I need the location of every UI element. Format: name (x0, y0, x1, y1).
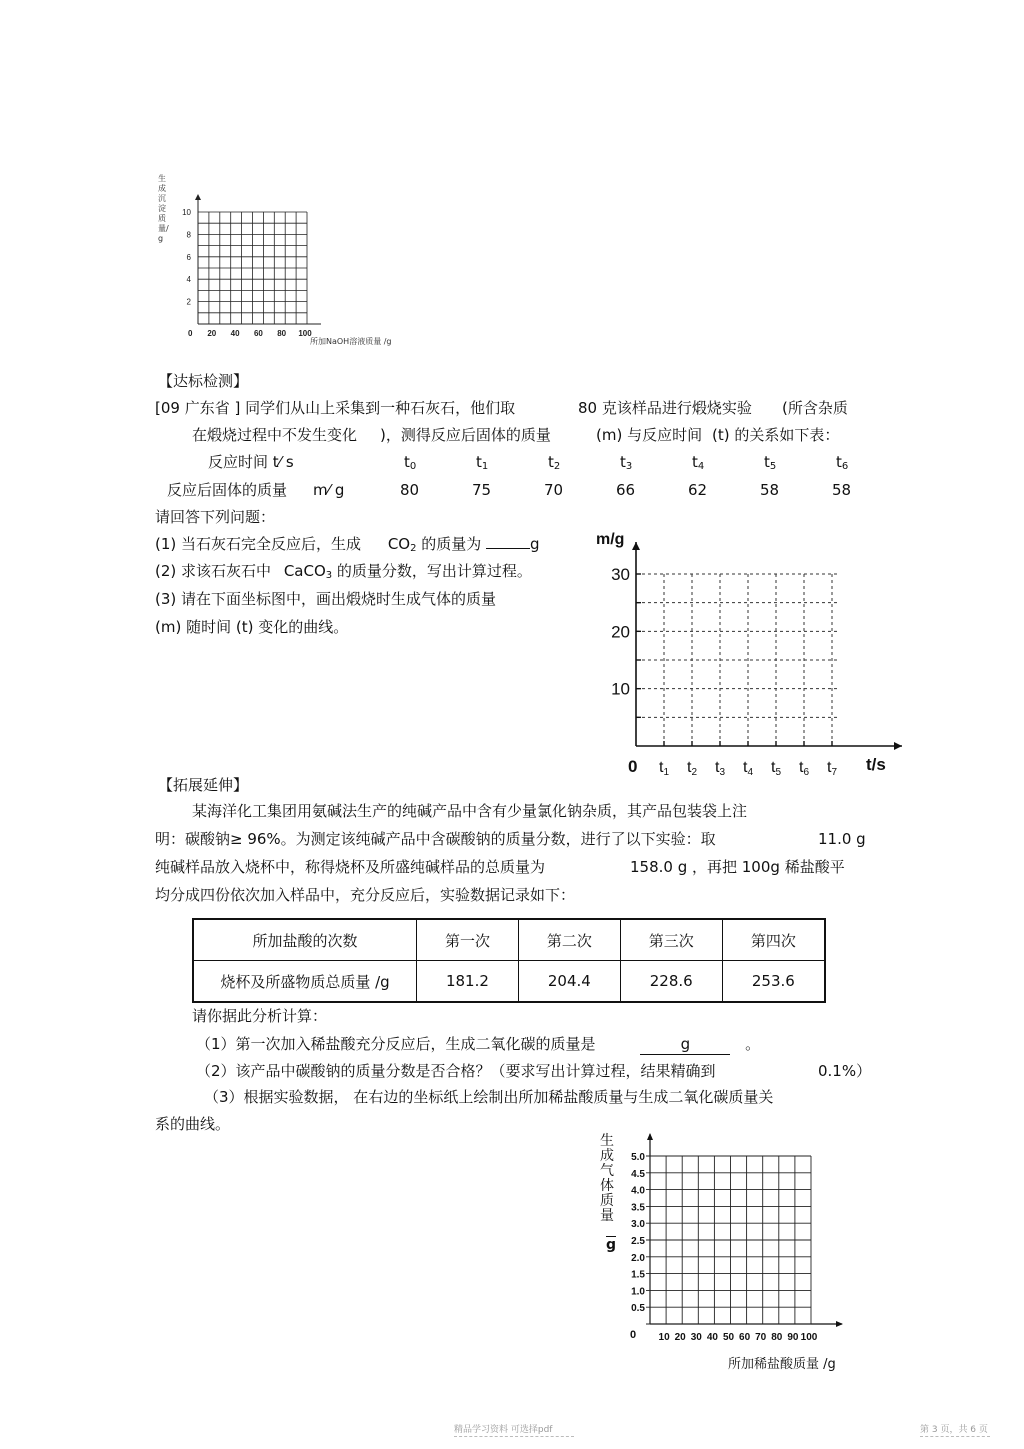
s1-q2c: 的质量分数，写出计算过程。 (332, 562, 532, 580)
time-symbol: t (620, 453, 626, 471)
experiment-table (192, 918, 826, 1003)
time-cell (836, 452, 848, 477)
x-tick-label: 50 (722, 1332, 735, 1343)
s2-p3a: 纯碱样品放入烧杯中，称得烧杯及所盛纯碱样品的总质量为 (155, 858, 546, 876)
y-axis-arrow (195, 194, 201, 200)
x-tick-label: t7 (827, 759, 838, 778)
time-subscript: 1 (481, 461, 489, 472)
footer-right: 第 3 页，共 6 页 (920, 1425, 988, 1435)
s2-q1-answer-blank[interactable] (640, 1034, 730, 1055)
x-tick-label: 40 (230, 329, 240, 338)
s1-ask: 请回答下列问题： (155, 508, 276, 526)
y-axis-label-char: 体 (600, 1178, 614, 1194)
chart3-ylabel (600, 1134, 616, 1224)
chart1-ylabel: 生成沉淀质量/g (158, 174, 169, 243)
time-subscript: 2 (553, 461, 561, 472)
chart2-grid (596, 531, 902, 778)
s1-q1a: (1) 当石灰石完全反应后，生成 (155, 535, 362, 553)
table-header-cell: 第一次 (417, 919, 519, 961)
y-tick-label: 1.0 (631, 1286, 645, 1298)
x-tick-label: 80 (277, 329, 287, 338)
origin-label: 0 (630, 1329, 637, 1341)
x-tick-subscript: 2 (691, 767, 698, 778)
x-tick-subscript: 7 (831, 767, 838, 778)
time-cell (620, 452, 632, 477)
x-axis-arrow (836, 1321, 843, 1327)
table-cell: 253.6 (722, 961, 825, 1003)
s2-q2a: （2）该产品中碳酸钠的质量分数是否合格？（要求写出计算过程，结果精确到 (196, 1062, 716, 1080)
chart2 (590, 520, 920, 780)
s2-q1a: （1）第一次加入稀盐酸充分反应后，生成二氧化碳的质量是 (196, 1035, 596, 1053)
s1-q1-unit: g (530, 535, 540, 553)
mass-cell: 75 (472, 481, 492, 499)
s2-p2b: 11.0 g (818, 830, 866, 848)
table-header-cell: 所加盐酸的次数 (193, 919, 417, 961)
x-tick-subscript: 4 (747, 767, 754, 778)
x-tick-label: 100 (800, 1332, 818, 1343)
y-tick-label: 0.5 (631, 1303, 645, 1315)
s1-q1-answer-blank[interactable] (486, 548, 530, 549)
y-tick-label: 30 (611, 565, 630, 584)
x-tick-subscript: 6 (803, 767, 810, 778)
x-tick-subscript: 1 (663, 767, 670, 778)
s2-q1 (196, 1034, 760, 1055)
y-tick-label: 5.0 (631, 1152, 645, 1163)
table-header-cell: 第四次 (722, 919, 825, 961)
x-tick-label: 60 (739, 1332, 751, 1343)
y-axis-label-char: 生 (600, 1133, 614, 1149)
s1-p1c: (所含杂质 (782, 399, 848, 417)
table-cell: 烧杯及所盛物质总质量 /g (193, 961, 417, 1003)
chart2-svg (590, 520, 920, 780)
s1-q3a: (3) 请在下面坐标图中，画出煅烧时生成气体的质量 (155, 590, 497, 608)
x-tick-label: 20 (207, 329, 217, 338)
time-symbol: t (692, 453, 698, 471)
s2-p4: 均分成四份依次加入样品中，充分反应后，实验数据记录如下： (155, 886, 576, 904)
mass-cell: 58 (832, 481, 852, 499)
y-tick-label: 10 (182, 208, 191, 217)
s2-q1-end: 。 (745, 1035, 761, 1053)
mass-cell: 62 (688, 481, 708, 499)
table-row (193, 961, 825, 1003)
y-axis-arrow (647, 1133, 653, 1140)
time-cell (548, 452, 560, 477)
y-tick-label: 1.5 (631, 1269, 645, 1281)
time-symbol: t (404, 453, 410, 471)
x-tick-label: 70 (755, 1332, 767, 1343)
s1-p2c: (m) 与反应时间 (596, 426, 703, 444)
s2-q3a: （3）根据实验数据， 在右边的坐标纸上绘制出所加稀盐酸质量与生成二氧化碳质量关 (204, 1088, 774, 1106)
x-tick-label: 80 (771, 1332, 783, 1343)
x-tick-label: 100 (298, 329, 312, 338)
y-tick-label: 8 (186, 230, 191, 240)
time-symbol: t (836, 453, 842, 471)
y-axis-label-char: 成 (600, 1148, 614, 1164)
y-tick-label: 2 (186, 297, 191, 307)
y-axis-arrow (632, 542, 640, 550)
mass-cell: 58 (760, 481, 780, 499)
s2-q3b: 系的曲线。 (155, 1115, 231, 1133)
mass-cell: 80 (400, 481, 420, 499)
x-tick-subscript: 3 (719, 767, 726, 778)
x-axis-label: t/s (866, 755, 886, 774)
y-axis-label: m/g (596, 531, 625, 548)
y-tick-label: 2.5 (631, 1236, 645, 1247)
y-tick-label: 3.0 (631, 1219, 645, 1231)
s1-p1b: 80 克该样品进行煅烧实验 (578, 399, 752, 417)
time-cell (404, 452, 416, 477)
time-subscript: 0 (409, 461, 417, 472)
x-tick-label: 30 (690, 1332, 702, 1343)
s1-row2-label: 反应后固体的质量 (167, 481, 288, 499)
s1-q2-sub: 3 (325, 570, 333, 581)
chart3-svg (596, 1130, 866, 1380)
s1-q1 (155, 534, 540, 559)
time-cell (476, 452, 488, 477)
time-subscript: 4 (697, 461, 705, 472)
x-tick-label: 40 (706, 1332, 718, 1343)
x-tick-subscript: 5 (775, 767, 782, 778)
y-axis-label-char: 气 (600, 1163, 614, 1179)
chart3-ylabel-chars (600, 1134, 616, 1224)
time-subscript: 3 (625, 461, 633, 472)
table-header-row (193, 919, 825, 961)
y-axis-label-char: 量 (600, 1208, 614, 1224)
s2-p3b: 158.0 g ，再把 100g 稀盐酸平 (630, 858, 845, 876)
y-axis-label-char: 质 (600, 1193, 614, 1209)
chart1-grid (182, 194, 321, 338)
footer-left: 精品学习资料 可选择pdf (454, 1425, 553, 1435)
x-tick-label: 60 (253, 329, 263, 338)
mass-cell: 70 (544, 481, 564, 499)
table-cell: 204.4 (518, 961, 620, 1003)
mass-cell: 66 (616, 481, 636, 499)
y-tick-label: 4 (186, 275, 191, 285)
s1-p2a: 在煅烧过程中不发生变化 (192, 426, 358, 444)
y-tick-label: 20 (611, 622, 630, 642)
s1-row2-unit: m⁄ g (313, 481, 345, 499)
table-cell: 181.2 (417, 961, 519, 1003)
x-tick-label: 10 (658, 1332, 670, 1343)
s2-p1: 某海洋化工集团用氨碱法生产的纯碱产品中含有少量氯化钠杂质，其产品包装袋上注 (192, 802, 748, 820)
time-subscript: 5 (769, 461, 777, 472)
y-tick-label: 10 (611, 679, 630, 699)
chart1-svg (150, 170, 420, 350)
s2-p2a: 明：碳酸钠≥ 96%。为测定该纯碱产品中含碳酸钠的质量分数，进行了以下实验：取 (155, 830, 716, 848)
y-tick-label: 3.5 (631, 1202, 645, 1214)
time-cell (764, 452, 776, 477)
footer-rule-right (920, 1436, 990, 1437)
time-symbol: t (548, 453, 554, 471)
s1-q2a: (2) 求该石灰石中 (155, 562, 272, 580)
x-tick-label: t3 (715, 759, 726, 778)
x-tick-label: 20 (674, 1332, 686, 1343)
x-tick-label: t1 (659, 759, 670, 778)
footer-rule-left (454, 1436, 574, 1437)
origin-label: 0 (188, 329, 193, 338)
section2-header: 【拓展延伸】 (158, 776, 249, 794)
chart1 (150, 170, 420, 350)
chart3-xlabel: 所加稀盐酸质量 /g (728, 1357, 836, 1372)
s1-q1-co: CO (387, 535, 411, 553)
y-tick-label: 4.0 (631, 1185, 645, 1197)
chart3-yunit: g (606, 1237, 617, 1253)
table-cell: 228.6 (620, 961, 722, 1003)
time-symbol: t (476, 453, 482, 471)
time-subscript: 6 (841, 461, 849, 472)
time-cell (692, 452, 704, 477)
s1-q1-sub: 2 (410, 543, 417, 554)
s2-ask: 请你据此分析计算： (192, 1007, 328, 1025)
table-header-cell: 第二次 (518, 919, 620, 961)
chart3-grid (630, 1133, 843, 1343)
x-axis-arrow (894, 742, 902, 750)
origin-label: 0 (628, 757, 638, 776)
x-tick-label: 90 (787, 1332, 799, 1343)
x-tick-label: t2 (687, 759, 698, 778)
s1-p2d: (t) 的关系如下表： (712, 426, 840, 444)
s1-q2 (155, 561, 532, 586)
s1-q1c: 的质量为 (416, 535, 482, 553)
chart3 (596, 1130, 866, 1380)
table-header-cell: 第三次 (620, 919, 722, 961)
y-tick-label: 2.0 (631, 1252, 645, 1264)
y-tick-label: 4.5 (631, 1168, 645, 1180)
x-tick-label: t4 (743, 759, 754, 778)
s2-q2b: 0.1%） (818, 1062, 872, 1080)
s1-q2-caco: CaCO (283, 562, 326, 580)
s1-row1-label: 反应时间 t⁄ s (208, 453, 294, 471)
s1-p2b: )，测得反应后固体的质量 (380, 426, 551, 444)
time-symbol: t (764, 453, 770, 471)
x-tick-label: t5 (771, 759, 782, 778)
s2-q1-unit: g (680, 1035, 691, 1053)
y-tick-label: 6 (186, 252, 191, 262)
section1-header: 【达标检测】 (158, 372, 249, 390)
s1-p1a: [09 广东省 ] 同学们从山上采集到一种石灰石，他们取 (155, 399, 516, 417)
chart1-xlabel: 所加NaOH溶液质量 /g (310, 337, 392, 346)
x-tick-label: t6 (799, 759, 810, 778)
s1-q3b: (m) 随时间 (t) 变化的曲线。 (155, 618, 349, 636)
